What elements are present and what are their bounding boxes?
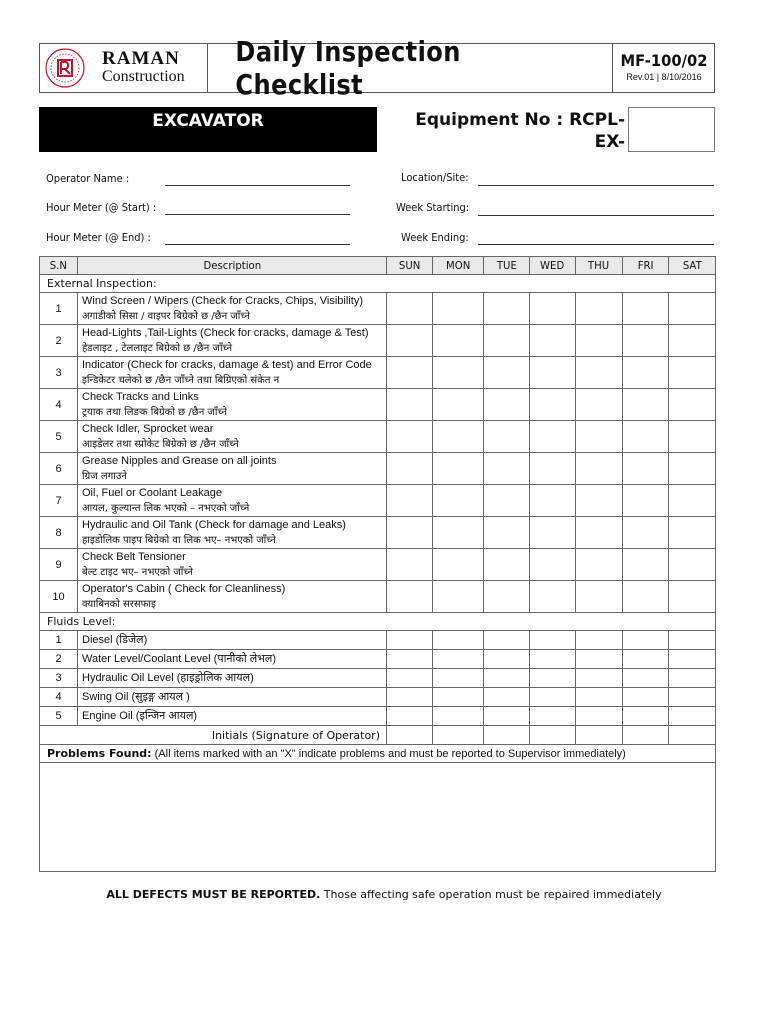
check-cell[interactable] xyxy=(387,517,433,549)
check-cell[interactable] xyxy=(433,485,484,517)
section-external-inspection-label: External Inspection: xyxy=(40,275,716,293)
signature-row xyxy=(40,726,716,745)
location-field[interactable] xyxy=(478,185,714,186)
check-cell[interactable] xyxy=(433,325,484,357)
col-day: SUN xyxy=(387,257,433,275)
check-cell[interactable] xyxy=(433,421,484,453)
location-label: Location/Site: xyxy=(401,171,469,184)
check-cell[interactable] xyxy=(623,549,669,581)
check-cell[interactable] xyxy=(387,631,433,650)
table-row xyxy=(40,293,716,325)
check-cell[interactable] xyxy=(433,293,484,325)
check-cell[interactable] xyxy=(387,650,433,669)
check-cell[interactable] xyxy=(669,389,716,421)
logo-cell xyxy=(40,44,208,92)
col-sn: S.N xyxy=(40,257,78,275)
item-description-np: ग्रिज लगाउने xyxy=(82,470,127,482)
col-day: FRI xyxy=(623,257,669,275)
check-cell[interactable] xyxy=(623,707,669,726)
check-cell[interactable] xyxy=(623,650,669,669)
check-cell[interactable] xyxy=(484,650,530,669)
operator-name-field[interactable] xyxy=(165,185,350,186)
footer-note xyxy=(0,888,768,901)
problems-input[interactable] xyxy=(40,763,716,872)
check-cell[interactable] xyxy=(623,669,669,688)
check-cell[interactable] xyxy=(530,549,576,581)
check-cell[interactable] xyxy=(433,707,484,726)
check-cell[interactable] xyxy=(623,726,669,745)
check-cell[interactable] xyxy=(433,389,484,421)
col-day: THU xyxy=(576,257,623,275)
check-cell[interactable] xyxy=(387,293,433,325)
inspection-table xyxy=(39,256,716,872)
check-cell[interactable] xyxy=(387,357,433,389)
check-cell[interactable] xyxy=(669,357,716,389)
check-cell[interactable] xyxy=(530,421,576,453)
check-cell[interactable] xyxy=(576,357,623,389)
week-ending-label: Week Ending: xyxy=(401,231,469,244)
check-cell[interactable] xyxy=(576,421,623,453)
col-day: MON xyxy=(433,257,484,275)
revision: Rev.01 | 8/10/2016 xyxy=(626,72,702,82)
equipment-number-line1: Equipment No : RCPL- xyxy=(415,110,625,130)
item-description: Water Level/Coolant Level (पानीको लेभल) xyxy=(78,650,387,669)
check-cell[interactable] xyxy=(623,325,669,357)
check-cell[interactable] xyxy=(387,669,433,688)
hour-start-label: Hour Meter (@ Start) : xyxy=(46,201,157,214)
check-cell[interactable] xyxy=(576,688,623,707)
week-starting-label: Week Starting: xyxy=(396,201,470,214)
col-day: WED xyxy=(530,257,576,275)
check-cell[interactable] xyxy=(669,293,716,325)
check-cell[interactable] xyxy=(669,421,716,453)
item-description-np: हेडलाइट , टेललाइट बिग्रेको छ /छैन जाँच्ने xyxy=(82,342,233,354)
item-description-np: आइडेलर तथा स्प्रोकेट बिग्रेको छ /छैन जाँच्ने xyxy=(82,438,239,450)
check-cell[interactable] xyxy=(433,549,484,581)
item-description-en: Hydraulic and Oil Tank (Check for damage and Leaks) xyxy=(82,518,346,531)
item-description xyxy=(78,357,387,389)
check-cell[interactable] xyxy=(576,325,623,357)
table-row xyxy=(40,325,716,357)
check-cell[interactable] xyxy=(623,421,669,453)
item-description-en: Check Tracks and Links xyxy=(82,390,199,403)
item-description xyxy=(78,453,387,485)
equipment-number-input[interactable] xyxy=(628,107,715,152)
check-cell[interactable] xyxy=(433,357,484,389)
item-description xyxy=(78,485,387,517)
check-cell[interactable] xyxy=(530,688,576,707)
table-row xyxy=(40,485,716,517)
item-description: Diesel (डिजेल) xyxy=(78,631,387,650)
section-fluids-level-label: Fluids Level: xyxy=(40,613,716,631)
check-cell[interactable] xyxy=(576,669,623,688)
check-cell[interactable] xyxy=(387,581,433,613)
check-cell[interactable] xyxy=(530,453,576,485)
check-cell[interactable] xyxy=(484,421,530,453)
check-cell[interactable] xyxy=(433,581,484,613)
item-description-np: ट्रयाक तथा लिङक बिग्रेको छ /छैन जाँच्ने xyxy=(82,406,227,418)
check-cell[interactable] xyxy=(530,357,576,389)
check-cell[interactable] xyxy=(576,707,623,726)
item-description-np: अगाडीको सिसा / वाइपर बिग्रेको छ /छैन जाँच्ने xyxy=(82,310,250,322)
item-description-en: Check Belt Tensioner xyxy=(82,550,186,563)
check-cell[interactable] xyxy=(484,357,530,389)
item-description xyxy=(78,325,387,357)
problems-label: Problems Found: xyxy=(47,747,152,760)
item-number: 5 xyxy=(40,707,78,726)
item-description-np: बेल्ट टाइट भए– नभएको जाँच्ने xyxy=(82,566,193,578)
check-cell[interactable] xyxy=(576,293,623,325)
check-cell[interactable] xyxy=(623,389,669,421)
item-description xyxy=(78,517,387,549)
equipment-type-band: EXCAVATOR xyxy=(39,107,377,152)
table-row xyxy=(40,669,716,688)
check-cell[interactable] xyxy=(576,389,623,421)
item-description-en: Head-Lights ,Tail-Lights (Check for cracks, damage & Test) xyxy=(82,326,369,339)
problems-note: (All items marked with an "X" indicate problems and must be reported to Supervisor immediately) xyxy=(151,748,626,760)
check-cell[interactable] xyxy=(530,325,576,357)
check-cell[interactable] xyxy=(669,581,716,613)
check-cell[interactable] xyxy=(387,707,433,726)
company-sub: Construction xyxy=(102,68,185,85)
check-cell[interactable] xyxy=(576,549,623,581)
check-cell[interactable] xyxy=(387,485,433,517)
week-ending-field[interactable] xyxy=(478,244,714,245)
hour-end-field[interactable] xyxy=(165,244,350,245)
check-cell[interactable] xyxy=(484,726,530,745)
check-cell[interactable] xyxy=(623,485,669,517)
item-number: 8 xyxy=(40,517,78,549)
table-row xyxy=(40,389,716,421)
check-cell[interactable] xyxy=(484,389,530,421)
check-cell[interactable] xyxy=(623,357,669,389)
table-row xyxy=(40,581,716,613)
item-number: 5 xyxy=(40,421,78,453)
check-cell[interactable] xyxy=(669,453,716,485)
col-day: TUE xyxy=(484,257,530,275)
check-cell[interactable] xyxy=(530,485,576,517)
doc-code-cell xyxy=(612,44,715,92)
check-cell[interactable] xyxy=(484,325,530,357)
check-cell[interactable] xyxy=(576,650,623,669)
check-cell[interactable] xyxy=(669,669,716,688)
check-cell[interactable] xyxy=(387,726,433,745)
table-row xyxy=(40,453,716,485)
check-cell[interactable] xyxy=(387,549,433,581)
check-cell[interactable] xyxy=(669,688,716,707)
page-title: Daily Inspection Checklist xyxy=(235,35,461,101)
check-cell[interactable] xyxy=(623,517,669,549)
signature-label: Initials (Signature of Operator) xyxy=(40,726,387,745)
item-description-en: Check Idler, Sprocket wear xyxy=(82,422,214,435)
check-cell[interactable] xyxy=(530,669,576,688)
check-cell[interactable] xyxy=(484,707,530,726)
item-description: Hydraulic Oil Level (हाइड्रोलिक आयल) xyxy=(78,669,387,688)
item-description xyxy=(78,293,387,325)
check-cell[interactable] xyxy=(623,631,669,650)
check-cell[interactable] xyxy=(433,688,484,707)
check-cell[interactable] xyxy=(623,293,669,325)
check-cell[interactable] xyxy=(669,517,716,549)
check-cell[interactable] xyxy=(433,726,484,745)
table-header-row xyxy=(40,257,716,275)
check-cell[interactable] xyxy=(669,485,716,517)
table-row xyxy=(40,357,716,389)
check-cell[interactable] xyxy=(433,631,484,650)
check-cell[interactable] xyxy=(576,726,623,745)
item-number: 9 xyxy=(40,549,78,581)
item-description-np: हाइडोलिक पाइप बिग्रेको वा लिक भए– नभएको जाँच्ने xyxy=(82,534,276,546)
doc-code: MF-100/02 xyxy=(620,51,708,70)
check-cell[interactable] xyxy=(433,669,484,688)
hour-start-field[interactable] xyxy=(165,214,350,215)
problems-box-row xyxy=(40,763,716,872)
problems-row xyxy=(40,745,716,763)
item-description: Swing Oil (सुइङ्ग आयल ) xyxy=(78,688,387,707)
item-description-en: Operator's Cabin ( Check for Cleanliness) xyxy=(82,582,286,595)
check-cell[interactable] xyxy=(669,726,716,745)
check-cell[interactable] xyxy=(623,581,669,613)
check-cell[interactable] xyxy=(484,581,530,613)
check-cell[interactable] xyxy=(433,453,484,485)
check-cell[interactable] xyxy=(484,669,530,688)
check-cell[interactable] xyxy=(433,517,484,549)
check-cell[interactable] xyxy=(387,389,433,421)
check-cell[interactable] xyxy=(576,485,623,517)
check-cell[interactable] xyxy=(530,581,576,613)
check-cell[interactable] xyxy=(669,631,716,650)
hour-end-label: Hour Meter (@ End) : xyxy=(46,231,151,244)
check-cell[interactable] xyxy=(387,688,433,707)
check-cell[interactable] xyxy=(484,453,530,485)
equipment-number-label xyxy=(395,109,625,153)
check-cell[interactable] xyxy=(623,453,669,485)
check-cell[interactable] xyxy=(484,485,530,517)
problems-header xyxy=(40,745,716,763)
check-cell[interactable] xyxy=(387,421,433,453)
item-number: 10 xyxy=(40,581,78,613)
equipment-number-line2: EX- xyxy=(594,132,625,152)
footer-bold: ALL DEFECTS MUST BE REPORTED. xyxy=(106,888,321,901)
check-cell[interactable] xyxy=(530,517,576,549)
check-cell[interactable] xyxy=(530,631,576,650)
company-seal-icon xyxy=(45,48,85,88)
check-cell[interactable] xyxy=(530,389,576,421)
item-description-np: क्याबिनको सरसफाइ xyxy=(82,598,156,610)
week-starting-field[interactable] xyxy=(478,215,714,216)
check-cell[interactable] xyxy=(669,325,716,357)
footer-rest: Those affecting safe operation must be repaired immediately xyxy=(320,888,662,901)
check-cell[interactable] xyxy=(623,688,669,707)
table-row xyxy=(40,517,716,549)
check-cell[interactable] xyxy=(433,650,484,669)
item-number: 2 xyxy=(40,650,78,669)
item-description-en: Wind Screen / Wipers (Check for Cracks, Chips, Visibility) xyxy=(82,294,363,307)
item-number: 4 xyxy=(40,389,78,421)
check-cell[interactable] xyxy=(484,293,530,325)
check-cell[interactable] xyxy=(484,517,530,549)
item-description-en: Grease Nipples and Grease on all joints xyxy=(82,454,277,467)
check-cell[interactable] xyxy=(484,688,530,707)
check-cell[interactable] xyxy=(576,517,623,549)
item-number: 2 xyxy=(40,325,78,357)
item-number: 1 xyxy=(40,631,78,650)
item-description-np: आयल, कुल्यान्त लिक भएको – नभएको जाँच्ने xyxy=(82,502,250,514)
check-cell[interactable] xyxy=(576,581,623,613)
check-cell[interactable] xyxy=(669,707,716,726)
check-cell[interactable] xyxy=(530,726,576,745)
item-description-en: Oil, Fuel or Coolant Leakage xyxy=(82,486,223,499)
item-description: Engine Oil (इन्जिन आयल) xyxy=(78,707,387,726)
check-cell[interactable] xyxy=(484,631,530,650)
brand xyxy=(102,49,185,86)
check-cell[interactable] xyxy=(530,650,576,669)
table-row xyxy=(40,631,716,650)
item-number: 4 xyxy=(40,688,78,707)
operator-name-label: Operator Name : xyxy=(46,172,130,185)
check-cell[interactable] xyxy=(530,707,576,726)
col-day: SAT xyxy=(669,257,716,275)
check-cell[interactable] xyxy=(387,325,433,357)
item-number: 6 xyxy=(40,453,78,485)
check-cell[interactable] xyxy=(669,650,716,669)
item-description-np: इन्डिकेटर चलेको छ /छैन जाँच्ने तथा बिग्रिएको संकेत न xyxy=(82,374,280,386)
item-description xyxy=(78,421,387,453)
item-description xyxy=(78,581,387,613)
item-number: 7 xyxy=(40,485,78,517)
item-number: 1 xyxy=(40,293,78,325)
section-external-inspection xyxy=(40,275,716,293)
check-cell[interactable] xyxy=(530,293,576,325)
table-row xyxy=(40,421,716,453)
check-cell[interactable] xyxy=(669,549,716,581)
item-description-en: Indicator (Check for cracks, damage & test) and Error Code xyxy=(82,358,372,371)
item-description xyxy=(78,549,387,581)
item-number: 3 xyxy=(40,357,78,389)
check-cell[interactable] xyxy=(484,549,530,581)
company-name: RAMAN xyxy=(102,48,180,69)
table-row xyxy=(40,650,716,669)
table-row xyxy=(40,688,716,707)
col-description: Description xyxy=(78,257,387,275)
table-row xyxy=(40,549,716,581)
item-description xyxy=(78,389,387,421)
section-fluids-level xyxy=(40,613,716,631)
table-row xyxy=(40,707,716,726)
check-cell[interactable] xyxy=(387,453,433,485)
check-cell[interactable] xyxy=(576,453,623,485)
check-cell[interactable] xyxy=(576,631,623,650)
document-header xyxy=(39,35,715,101)
item-number: 3 xyxy=(40,669,78,688)
